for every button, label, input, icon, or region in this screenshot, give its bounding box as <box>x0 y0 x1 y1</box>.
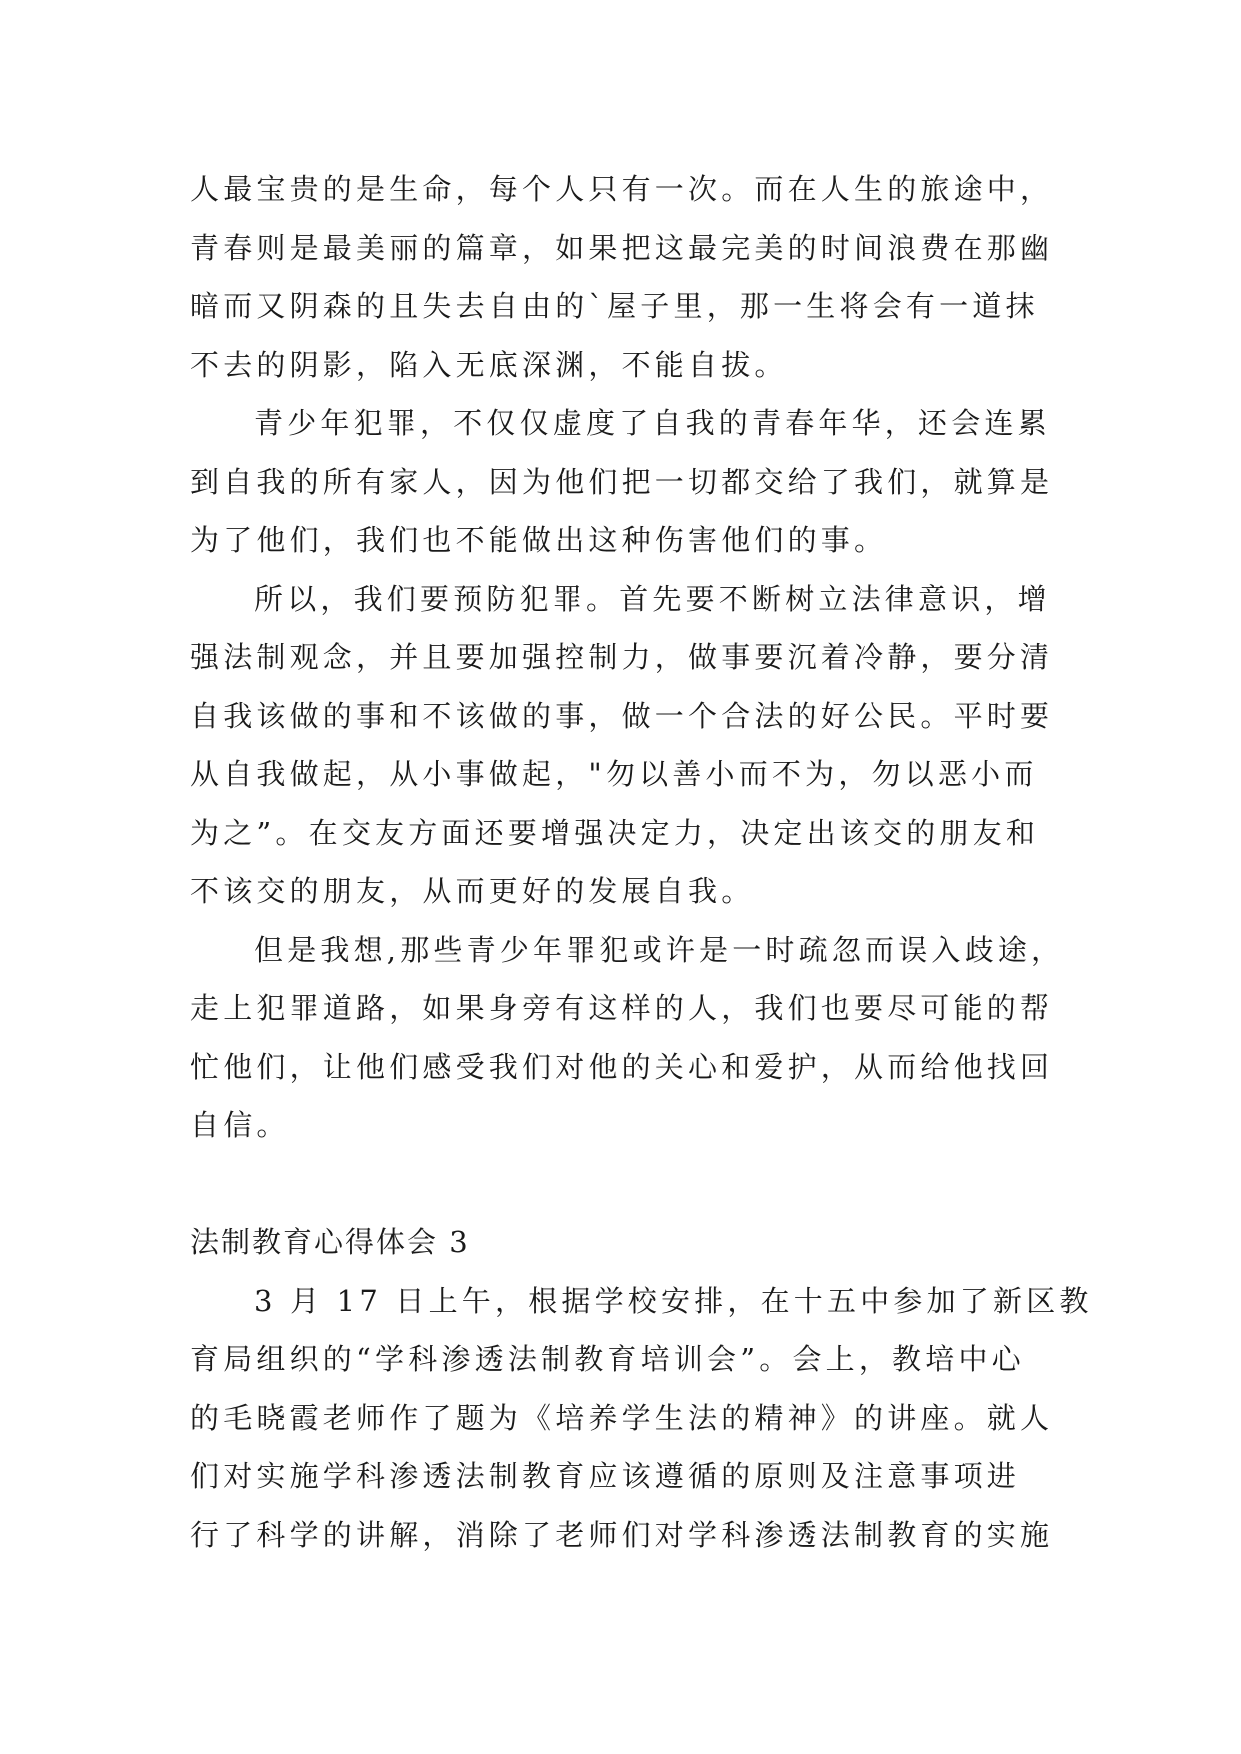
text-line: 行了科学的讲解，消除了老师们对学科渗透法制教育的实施 <box>190 1517 1054 1552</box>
text-line: 强法制观念，并且要加强控制力，做事要沉着冷静，要分清 <box>190 640 1054 674</box>
text-line: 暗而又阴森的且失去自由的`屋子里，那一生将会有一道抹 <box>190 289 1039 323</box>
section-title: 法制教育心得体会 3 <box>190 1225 470 1259</box>
paragraph-4 <box>190 921 1065 1155</box>
text-line: 到自我的所有家人，因为他们把一切都交给了我们，就算是 <box>190 464 1054 499</box>
text-line: 不该交的朋友，从而更好的发展自我。 <box>190 874 755 908</box>
text-line: 青春则是最美丽的篇章，如果把这最完美的时间浪费在那幽 <box>190 230 1054 265</box>
text-line: 但是我想,那些青少年罪犯或许是一时疏忽而误入歧途， <box>254 932 1065 967</box>
text-line: 的毛晓霞老师作了题为《培养学生法的精神》的讲座。就人 <box>190 1400 1054 1435</box>
text-line: 青少年犯罪，不仅仅虚度了自我的青春年华，还会连累 <box>254 406 1051 440</box>
paragraph-2 <box>190 394 1060 570</box>
text-line: 从自我做起，从小事做起，"勿以善小而不为，勿以恶小而 <box>190 757 1038 791</box>
text-line: 自信。 <box>190 1108 290 1142</box>
text-line: 走上犯罪道路，如果身旁有这样的人，我们也要尽可能的帮 <box>190 991 1054 1025</box>
section-spacer <box>190 1155 1060 1214</box>
text-line: 人最宝贵的是生命，每个人只有一次。而在人生的旅途中， <box>190 172 1054 206</box>
document-body <box>190 160 1093 1564</box>
text-line: 3 月 17 日上午，根据学校安排，在十五中参加了新区教 <box>254 1283 1093 1318</box>
text-line: 为了他们，我们也不能做出这种伤害他们的事。 <box>190 523 888 557</box>
text-line: 自我该做的事和不该做的事，做一个合法的好公民。平时要 <box>190 698 1054 733</box>
paragraph-1 <box>190 160 1060 394</box>
text-line: 所以，我们要预防犯罪。首先要不断树立法律意识，增 <box>254 581 1051 616</box>
text-line: 忙他们，让他们感受我们对他的关心和爱护，从而给他找回 <box>190 1049 1054 1084</box>
text-line: 们对实施学科渗透法制教育应该遵循的原则及注意事项进 <box>190 1459 1021 1493</box>
section-paragraph <box>190 1272 1093 1565</box>
text-line: 育局组织的“学科渗透法制教育培训会”。会上，教培中心 <box>190 1342 1025 1376</box>
text-line: 不去的阴影，陷入无底深渊，不能自拔。 <box>190 347 788 382</box>
paragraph-3 <box>190 570 1060 921</box>
text-line: 为之”。在交友方面还要增强决定力，决定出该交的朋友和 <box>190 815 1040 850</box>
